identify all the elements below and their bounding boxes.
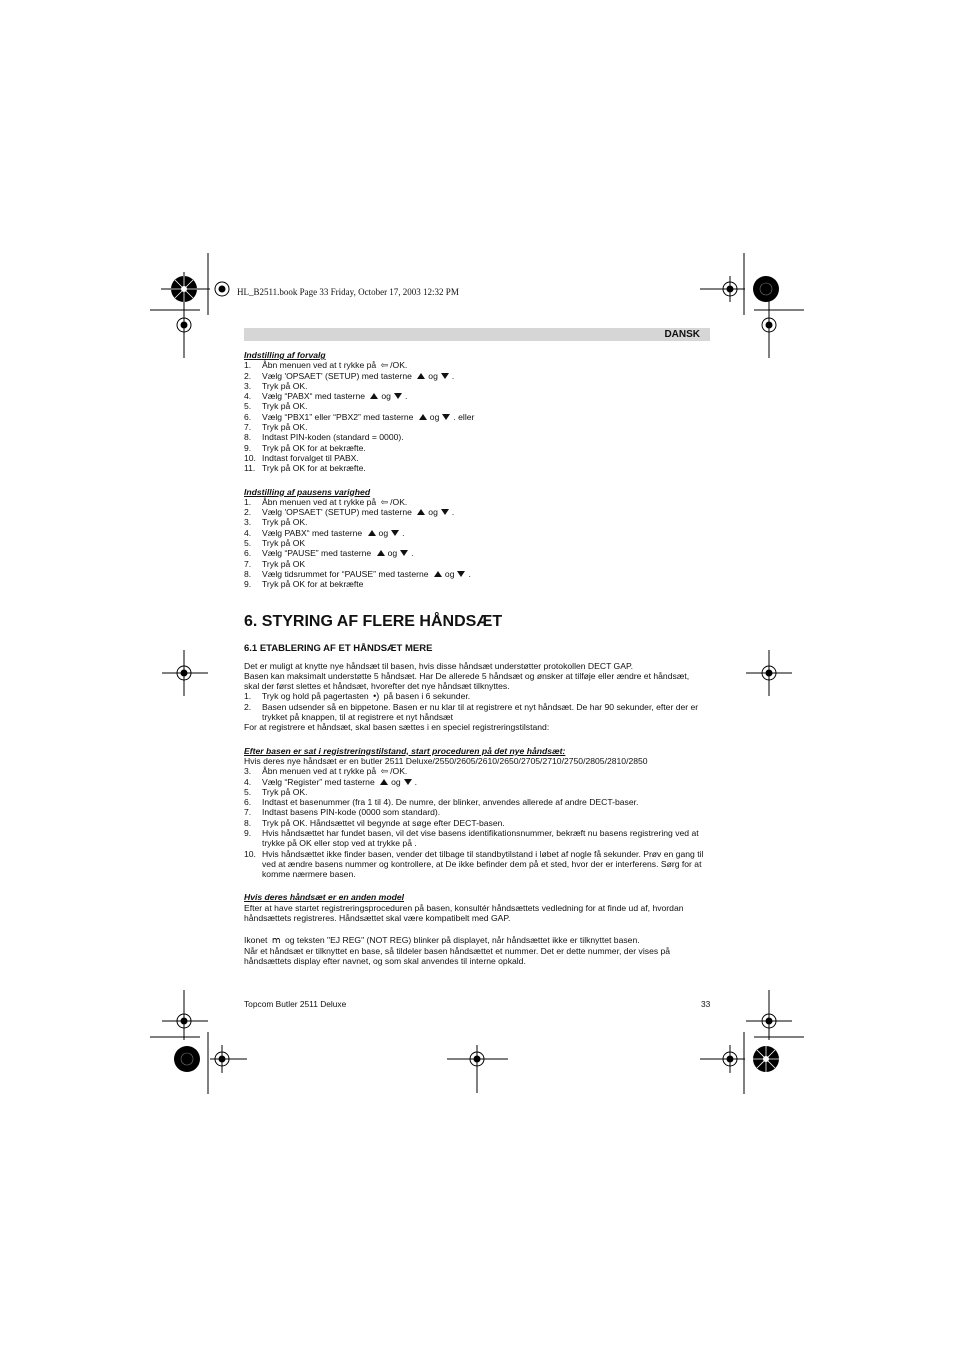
- step-number: 5.: [244, 786, 252, 797]
- step-text: [262, 818, 714, 828]
- list-item: [244, 766, 714, 776]
- arrow-down-icon: [391, 530, 399, 536]
- step-number: 8.: [244, 432, 252, 443]
- step-text: Vælg “PABX“ med tasterne og .: [262, 391, 408, 402]
- list-item: [244, 528, 714, 538]
- list-item: [244, 453, 714, 463]
- section-title: 6.1 ETABLERING AF ET HÅNDSÆT MERE: [244, 642, 433, 654]
- step-text-tail: /OK.: [390, 496, 408, 507]
- step-text-main: Åbn menuen ved at t rykke på: [262, 496, 377, 507]
- step-text-main: Tryk på OK.: [262, 380, 308, 391]
- step-number: 8.: [244, 568, 252, 579]
- list-item: [244, 412, 714, 422]
- steps-forvalg: [244, 360, 714, 473]
- arrow-up-icon: [370, 393, 378, 399]
- list-item: [244, 381, 714, 391]
- list-item: [244, 497, 714, 507]
- footer-product: Topcom Butler 2511 Deluxe: [244, 999, 347, 1009]
- step-text: [262, 453, 714, 463]
- icon-note: [244, 935, 714, 945]
- step-number: 2.: [244, 701, 252, 712]
- arrow-down-icon: [394, 393, 402, 399]
- step-text: Vælg 'OPSAET' (SETUP) med tasterne og .: [262, 507, 455, 518]
- step-number: 1.: [244, 496, 252, 507]
- other-model-line: håndsættets registreres. Håndsættet skal være kompatibelt med GAP.: [244, 913, 511, 924]
- step-text: Vælg “PAUSE” med tasterne og .: [262, 548, 414, 559]
- antenna-icon: 𝗆: [271, 935, 281, 946]
- list-item: [244, 818, 714, 828]
- arrow-down-icon: [441, 509, 449, 515]
- other-model-line: Efter at have startet registreringsproceduren på basen, konsultér håndsættets vedledning for at finde ud af, hvordan: [244, 902, 684, 913]
- step-number: 1.: [244, 691, 252, 702]
- step-text-tail: /OK.: [390, 360, 408, 371]
- arrow-up-icon: [417, 509, 425, 515]
- step-text-main: Vælg 'OPSAET' (SETUP) med tasterne: [262, 507, 412, 518]
- step-number: 2.: [244, 507, 252, 518]
- step-text-main: Åbn menuen ved at t rykke på: [262, 766, 377, 777]
- steps-register: [244, 766, 714, 879]
- list-item: [244, 538, 714, 548]
- arrow-down-icon: [442, 414, 450, 420]
- step-text-main: Tryk på OK: [262, 538, 306, 549]
- step-text-main: Vælg “PABX“ med tasterne: [262, 391, 366, 402]
- step-text: Vælg tidsrummet for “PAUSE” med tasterne og .: [262, 568, 471, 579]
- step-text: [262, 579, 714, 589]
- step-text: Vælg 'OPSAET' (SETUP) med tasterne og .: [262, 370, 455, 381]
- intro-paragraph: [244, 661, 714, 692]
- step-text-main: Indtast basens PIN-kode (0000 som standard).: [262, 807, 441, 818]
- arrow-down-icon: [441, 373, 449, 379]
- section-heading-register: Efter basen er sat i registreringstilstand, start proceduren på det nye håndsæt:: [244, 745, 566, 756]
- step-number: 2.: [244, 370, 252, 381]
- menu-icon: ⇦: [380, 766, 389, 777]
- step-number: 10.: [244, 848, 256, 859]
- list-item: [244, 401, 714, 411]
- intro-line: skal der først slettes et håndsæt, hvorefter det nye håndsæt tilknyttes.: [244, 681, 510, 692]
- step-text: [262, 807, 714, 817]
- step-text: [262, 766, 714, 776]
- step-text-tail: . eller: [453, 411, 475, 422]
- step-text-tail: .: [468, 568, 471, 579]
- list-item: [244, 422, 714, 432]
- step-number: 6.: [244, 797, 252, 808]
- section-heading-other-model: Hvis deres håndsæt er en anden model: [244, 892, 404, 903]
- step-text-main: Tryk på OK.: [262, 422, 308, 433]
- chapter-title: 6. STYRING AF FLERE HÅNDSÆT: [244, 612, 503, 630]
- list-item: [244, 797, 714, 807]
- step-text-tail: .: [402, 527, 405, 538]
- intro-line: Det er muligt at knytte nye håndsæt til basen, hvis disse håndsæt understøtter protokollen DECT GAP.: [244, 660, 633, 671]
- step-text-main: Vælg 'OPSAET' (SETUP) med tasterne: [262, 370, 412, 381]
- list-item: [244, 507, 714, 517]
- step-number: 7.: [244, 807, 252, 818]
- step-text-main: Tryk på OK for at bekræfte.: [262, 463, 366, 474]
- list-item: [244, 517, 714, 527]
- step-text-main: Tryk på OK for at bekræfte: [262, 579, 364, 590]
- list-item: [244, 432, 714, 442]
- list-item: [244, 559, 714, 569]
- step-text-main: Indtast et basenummer (fra 1 til 4). De numre, der blinker, anvendes allerede af andre DECT-baser.: [262, 797, 639, 808]
- step-text-main: Tryk på OK.: [262, 517, 308, 528]
- step-text-main: Vælg “PBX1” eller “PBX2” med tasterne: [262, 411, 414, 422]
- step-text-main: Indtast forvalget til PABX.: [262, 452, 359, 463]
- step-text-main: Tryk og hold på pagertasten: [262, 691, 369, 702]
- step-text-tail: .: [451, 507, 455, 518]
- step-text: [262, 691, 714, 701]
- step-text: [262, 497, 714, 507]
- step-number: 5.: [244, 538, 252, 549]
- list-item: [244, 777, 714, 787]
- step-text-main: Tryk på OK.: [262, 786, 308, 797]
- step-text-tail: .: [404, 391, 408, 402]
- menu-icon: ⇦: [380, 496, 389, 507]
- step-number: 5.: [244, 401, 252, 412]
- arrow-up-icon: [434, 571, 442, 577]
- section-heading-pause: Indstilling af pausens varighed: [244, 486, 371, 497]
- step-text-main: Vælg “PAUSE” med tasterne: [262, 548, 372, 559]
- footer-page-number: 33: [701, 999, 711, 1009]
- step-text: [262, 443, 714, 453]
- list-item: [244, 443, 714, 453]
- step-text-main: Tryk på OK for at bekræfte.: [262, 442, 366, 453]
- final-line: Når et håndsæt er tilknyttet en base, så tildeler basen håndsættet et nummer. Det er dette nummer, der vises på: [244, 945, 671, 956]
- step-text-main: Hvis håndsættet ikke finder basen, vender det tilbage til standbytilstand i løbet af nogle få sekunder. Prøv en gang til ved at ændre basens nummer og kontrollere, at De ikke befinder dem på et sted, hvor der er interferens. Sørg for at komme nærmere basen.: [262, 848, 704, 880]
- arrow-down-icon: [404, 779, 412, 785]
- arrow-up-icon: [377, 550, 385, 556]
- step-text-main: Tryk på OK.: [262, 401, 308, 412]
- step-number: 7.: [244, 422, 252, 433]
- step-text: [262, 559, 714, 569]
- step-text: Vælg “Register” med tasterne og .: [262, 776, 418, 787]
- step-text-main: Basen udsender så en bippetone. Basen er nu klar til at registrere et nyt håndsæt. De har 90 sekunder, efter der er trykket på knappen, til at registrere et nyt håndsæt: [262, 701, 699, 723]
- final-line: håndsættets display efter navnet, og som skal anvendes til interne opkald.: [244, 955, 526, 966]
- menu-icon: ⇦: [380, 360, 389, 371]
- step-text-main: Hvis håndsættet har fundet basen, vil det vise basens identifikationsnummer, bekræft nu basens registrering ved at trykke på OK eller stop ved at trykke på .: [262, 827, 699, 849]
- step-number: 4.: [244, 527, 252, 538]
- step-text: [262, 432, 714, 442]
- page-content: [244, 350, 714, 966]
- step-number: 9.: [244, 827, 252, 838]
- list-item: [244, 371, 714, 381]
- step-text-tail: .: [411, 548, 414, 559]
- list-item: [244, 463, 714, 473]
- arrow-down-icon: [457, 571, 465, 577]
- register-note: For at registrere et håndsæt, skal basen sættes i en speciel registreringstilstand:: [244, 722, 550, 733]
- icon-note-pre: Ikonet: [244, 935, 268, 946]
- arrow-up-icon: [417, 373, 425, 379]
- step-text: [262, 538, 714, 548]
- step-text-main: Åbn menuen ved at t rykke på: [262, 360, 377, 371]
- list-item: [244, 569, 714, 579]
- step-text-main: Vælg PABX“ med tasterne: [262, 527, 363, 538]
- language-bar: [244, 328, 710, 341]
- list-item: [244, 702, 714, 723]
- step-number: 3.: [244, 517, 252, 528]
- step-text: [262, 828, 714, 849]
- arrow-up-icon: [419, 414, 427, 420]
- step-number: 4.: [244, 776, 252, 787]
- step-text: [262, 702, 714, 723]
- step-number: 8.: [244, 817, 252, 828]
- list-item: [244, 579, 714, 589]
- list-item: [244, 828, 714, 849]
- language-label: DANSK: [664, 329, 700, 340]
- list-item: [244, 391, 714, 401]
- step-number: 4.: [244, 391, 252, 402]
- step-text-main: Tryk på OK. Håndsættet vil begynde at søge efter DECT-basen.: [262, 817, 505, 828]
- step-text: [262, 422, 714, 432]
- step-text: Vælg “PBX1” eller “PBX2” med tasterne og . eller: [262, 411, 475, 422]
- step-text-tail: .: [451, 370, 455, 381]
- step-text: [262, 797, 714, 807]
- step-text-main: Vælg tidsrummet for “PAUSE” med tasterne: [262, 568, 429, 579]
- step-text-tail: /OK.: [390, 766, 408, 777]
- step-number: 6.: [244, 411, 252, 422]
- step-number: 3.: [244, 766, 252, 777]
- step-number: 11.: [244, 463, 256, 474]
- step-text: [262, 401, 714, 411]
- step-text-tail: på basen i 6 sekunder.: [383, 691, 471, 702]
- step-number: 6.: [244, 548, 252, 559]
- step-text: [262, 463, 714, 473]
- step-number: 9.: [244, 442, 252, 453]
- list-item: [244, 787, 714, 797]
- step-text-main: Tryk på OK: [262, 558, 306, 569]
- step-text: [262, 849, 714, 880]
- list-item: [244, 849, 714, 880]
- step-text-main: Indtast PIN-koden (standard = 0000).: [262, 432, 404, 443]
- steps-pager: [244, 691, 714, 722]
- arrow-up-icon: [368, 530, 376, 536]
- step-number: 1.: [244, 360, 252, 371]
- print-header: HL_B2511.book Page 33 Friday, October 17, 2003 12:32 PM: [237, 287, 459, 297]
- list-item: [244, 548, 714, 558]
- list-item: [244, 807, 714, 817]
- intro-line: Basen kan maksimalt understøtte 5 håndsæt. Har De allerede 5 håndsæt og ønsker at tilføje eller ændre et håndsæt,: [244, 670, 690, 681]
- step-text: [262, 787, 714, 797]
- step-text-main: Vælg “Register” med tasterne: [262, 776, 375, 787]
- section-heading-forvalg: Indstilling af forvalg: [244, 350, 326, 360]
- step-text: [262, 517, 714, 527]
- step-text-tail: .: [414, 776, 418, 787]
- step-number: 3.: [244, 380, 252, 391]
- step-number: 10.: [244, 452, 256, 463]
- model-line: Hvis deres nye håndsæt er en butler 2511 Deluxe/2550/2605/2610/2650/2705/2710/2750/2805/2810/2850: [244, 755, 648, 766]
- step-number: 7.: [244, 558, 252, 569]
- list-item: [244, 691, 714, 701]
- steps-pause: [244, 497, 714, 590]
- step-text: [262, 360, 714, 370]
- arrow-up-icon: [380, 779, 388, 785]
- step-text: [262, 381, 714, 391]
- step-text: Vælg PABX“ med tasterne og .: [262, 527, 405, 538]
- step-number: 9.: [244, 579, 252, 590]
- list-item: [244, 360, 714, 370]
- icon-note-post: og teksten "EJ REG" (NOT REG) blinker på displayet, når håndsættet ikke er tilknyttet basen.: [284, 935, 640, 946]
- arrow-down-icon: [400, 550, 408, 556]
- pager-icon: •): [373, 691, 380, 702]
